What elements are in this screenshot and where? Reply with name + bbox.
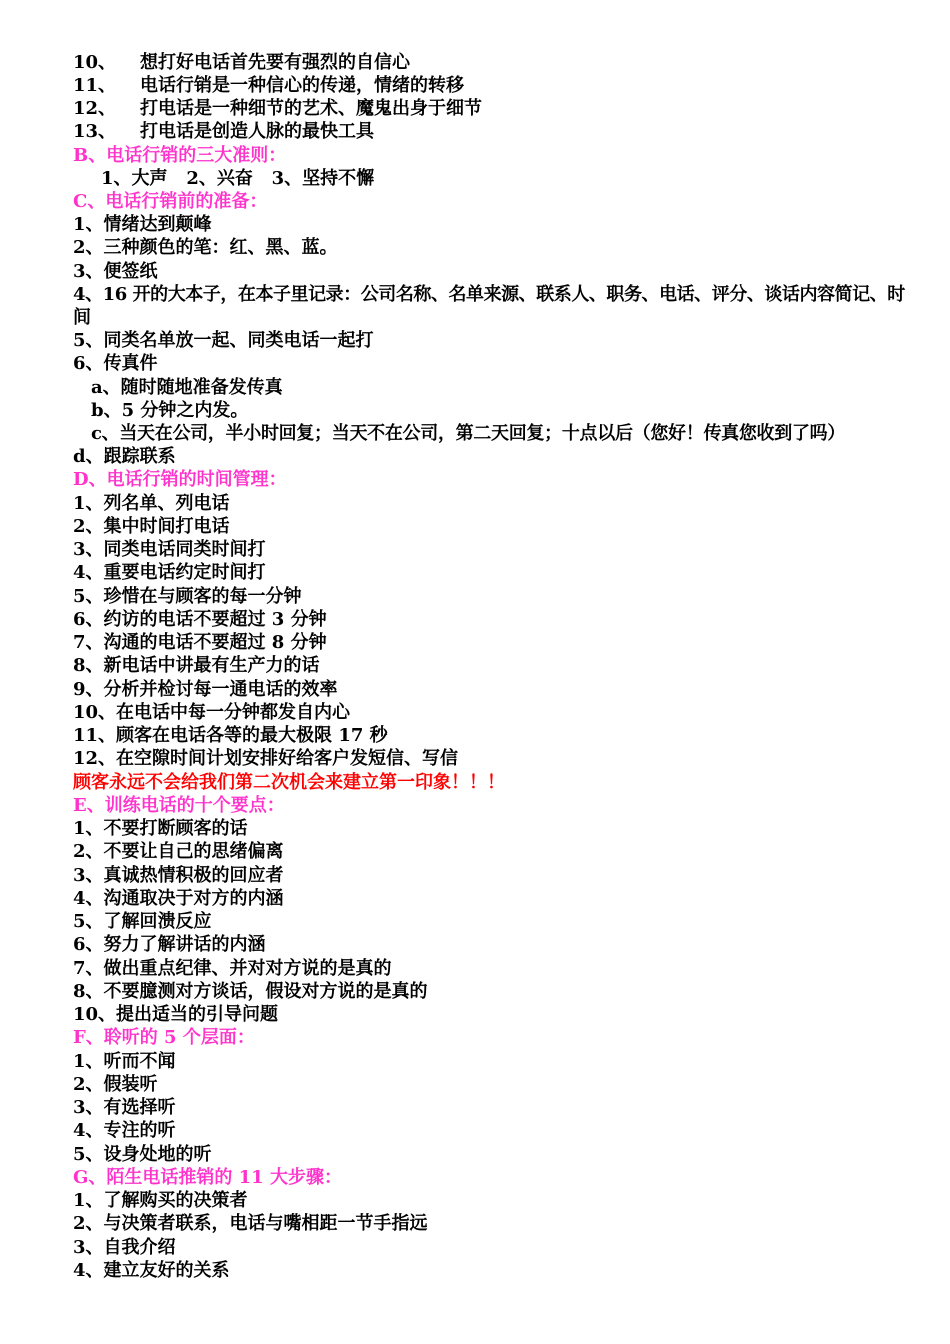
- sub-item: c、当天在公司，半小时回复；当天不在公司，第二天回复；十点以后（您好！传真您收到了吗）: [91, 423, 846, 444]
- list-item: 5、设身处地的听: [73, 1144, 212, 1165]
- sub-item: a、随时随地准备发传真: [91, 377, 283, 398]
- section-e-heading: E、训练电话的十个要点：: [73, 795, 285, 816]
- list-item: 1、不要打断顾客的话: [73, 818, 248, 839]
- list-item: 7、沟通的电话不要超过 8 分钟: [73, 632, 327, 653]
- list-item: 3、真诚热情积极的回应者: [73, 865, 284, 886]
- list-item: 4、沟通取决于对方的内涵: [73, 888, 284, 909]
- list-item: 10、提出适当的引导问题: [73, 1004, 279, 1025]
- intro-item: 13、 打电话是创造人脉的最快工具: [73, 121, 374, 142]
- intro-item: 10、 想打好电话首先要有强烈的自信心: [73, 52, 410, 73]
- intro-item: 12、 打电话是一种细节的艺术、魔鬼出身于细节: [73, 98, 482, 119]
- list-item: 5、珍惜在与顾客的每一分钟: [73, 586, 302, 607]
- list-item: 4、16 开的大本子，在本子里记录：公司名称、名单来源、联系人、职务、电话、评分、谈话内容简记、时: [73, 284, 905, 305]
- list-item-continuation: 间: [73, 307, 91, 328]
- sub-item: d、跟踪联系: [73, 446, 176, 467]
- list-item: 2、三种颜色的笔：红、黑、蓝。: [73, 237, 338, 258]
- list-item: 5、同类名单放一起、同类电话一起打: [73, 330, 374, 351]
- list-item: 4、建立友好的关系: [73, 1260, 230, 1281]
- section-b-heading: B、电话行销的三大准则：: [73, 145, 287, 166]
- list-item: 1、听而不闻: [73, 1051, 176, 1072]
- list-item: 2、集中时间打电话: [73, 516, 230, 537]
- list-item: 5、了解回溃反应: [73, 911, 212, 932]
- list-item: 11、顾客在电话各等的最大极限 17 秒: [73, 725, 388, 746]
- section-g-heading: G、陌生电话推销的 11 大步骤：: [73, 1167, 342, 1188]
- list-item: 2、假装听: [73, 1074, 158, 1095]
- list-item: 7、做出重点纪律、并对对方说的是真的: [73, 958, 392, 979]
- list-item: 2、不要让自己的思绪偏离: [73, 841, 284, 862]
- list-item: 6、约访的电话不要超过 3 分钟: [73, 609, 327, 630]
- list-item: 3、同类电话同类时间打: [73, 539, 266, 560]
- section-f-heading: F、聆听的 5 个层面：: [73, 1027, 255, 1048]
- list-item: 1、列名单、列电话: [73, 493, 230, 514]
- list-item: 8、不要臆测对方谈话，假设对方说的是真的: [73, 981, 428, 1002]
- list-item: 3、有选择听: [73, 1097, 176, 1118]
- list-item: 4、专注的听: [73, 1120, 176, 1141]
- list-item: 3、便签纸: [73, 261, 158, 282]
- list-item: 1、情绪达到颠峰: [73, 214, 212, 235]
- list-item: 9、分析并检讨每一通电话的效率: [73, 679, 338, 700]
- list-item: 3、自我介绍: [73, 1237, 176, 1258]
- sub-item: b、5 分钟之内发。: [91, 400, 249, 421]
- section-d-heading: D、电话行销的时间管理：: [73, 469, 287, 490]
- list-item: 2、与决策者联系，电话与嘴相距一节手指远: [73, 1213, 428, 1234]
- list-item: 1、了解购买的决策者: [73, 1190, 248, 1211]
- section-c-heading: C、电话行销前的准备：: [73, 191, 268, 212]
- list-item: 4、重要电话约定时间打: [73, 562, 266, 583]
- intro-item: 11、 电话行销是一种信心的传递，情绪的转移: [73, 75, 464, 96]
- emphasis-line: 顾客永远不会给我们第二次机会来建立第一印象！！！: [73, 772, 505, 793]
- section-b-line: 1、大声 2、兴奋 3、坚持不懈: [101, 168, 375, 189]
- list-item: 6、努力了解讲话的内涵: [73, 934, 266, 955]
- list-item: 10、在电话中每一分钟都发自内心: [73, 702, 351, 723]
- list-item: 12、在空隙时间计划安排好给客户发短信、写信: [73, 748, 459, 769]
- list-item: 6、传真件: [73, 353, 158, 374]
- list-item: 8、新电话中讲最有生产力的话: [73, 655, 320, 676]
